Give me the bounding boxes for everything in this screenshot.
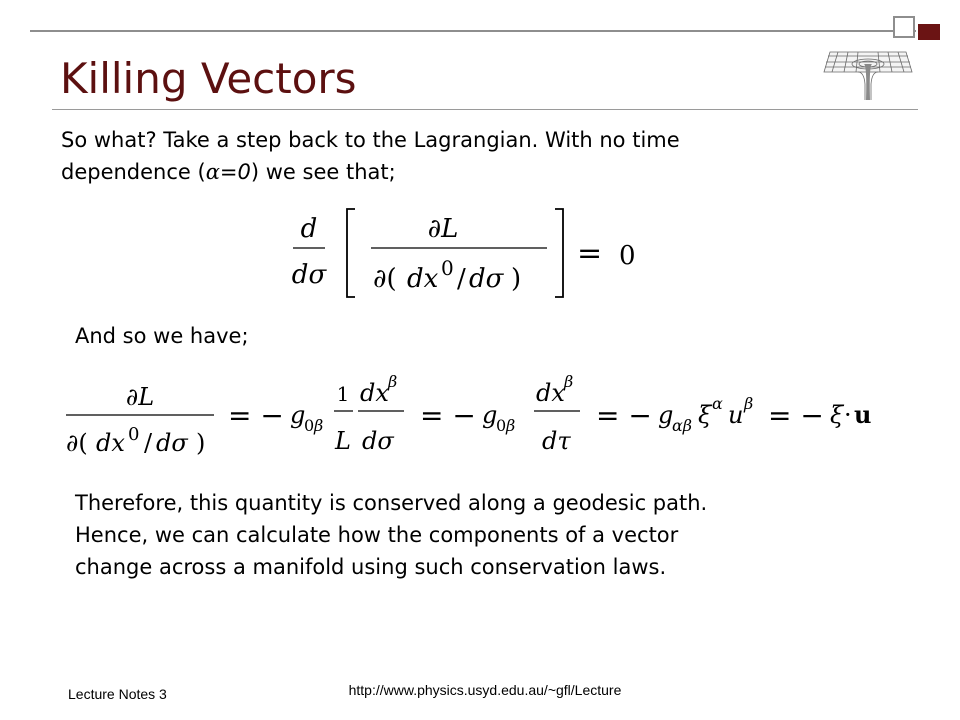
svg-text:dσ: dσ: [362, 427, 394, 455]
svg-text:0: 0: [304, 416, 315, 435]
svg-text:u: u: [854, 400, 872, 429]
svg-text:β: β: [314, 416, 324, 435]
svg-text:ξ: ξ: [830, 401, 844, 429]
svg-text:dx: dx: [360, 379, 389, 407]
svg-text:1: 1: [336, 382, 350, 406]
svg-text:0: 0: [128, 424, 140, 445]
intro-paragraph: [61, 124, 881, 188]
svg-text:= −: = −: [420, 399, 476, 432]
header-rule: [30, 30, 916, 32]
intro-line-2-suffix: ) we see that;: [250, 160, 396, 184]
svg-text:=: =: [577, 236, 603, 271]
header-square-filled: [918, 24, 940, 40]
footer-url: http://www.physics.usyd.edu.au/~gfl/Lecture: [348, 682, 622, 698]
svg-text:/: /: [457, 264, 466, 294]
svg-text:= −: = −: [768, 399, 824, 432]
conserved-quantity-equation: [62, 365, 912, 465]
slide-title: Killing Vectors: [60, 54, 357, 103]
svg-text:∂(: ∂(: [373, 264, 397, 294]
conclusion-line-2: Hence, we can calculate how the components of a vector: [75, 523, 679, 547]
svg-text:g: g: [658, 401, 674, 429]
svg-text:dσ: dσ: [156, 429, 188, 457]
svg-text:∂L: ∂L: [427, 214, 459, 244]
and-so-paragraph: And so we have;: [75, 324, 249, 348]
svg-text:∂L: ∂L: [125, 383, 155, 411]
svg-text:·: ·: [844, 401, 852, 429]
equation1-rhs: 0: [619, 241, 636, 271]
conclusion-line-3: change across a manifold using such conservation laws.: [75, 555, 667, 579]
svg-text:g: g: [482, 401, 498, 429]
spacetime-funnel-icon: [818, 44, 918, 102]
svg-text:∂(: ∂(: [66, 429, 88, 457]
intro-line-2-prefix: dependence (: [61, 160, 206, 184]
svg-text:d: d: [300, 214, 318, 244]
svg-text:β: β: [564, 372, 574, 391]
svg-text:dx: dx: [536, 379, 565, 407]
svg-text:0: 0: [496, 416, 507, 435]
svg-text:L: L: [335, 427, 351, 455]
svg-text:β: β: [744, 394, 754, 413]
alpha-symbol: α: [205, 160, 220, 184]
footer-lecture-label: Lecture Notes 3: [68, 686, 167, 702]
header-square-outline: [893, 16, 915, 38]
time-condition: =0: [219, 160, 251, 184]
svg-text:): ): [511, 264, 522, 294]
title-underline: [52, 109, 918, 110]
intro-line-1: So what? Take a step back to the Lagrangian. With no time: [61, 128, 680, 152]
svg-text:/: /: [144, 429, 153, 457]
svg-text:αβ: αβ: [672, 416, 693, 435]
conclusion-paragraph: [75, 487, 915, 583]
svg-text:g: g: [290, 401, 306, 429]
svg-text:): ): [196, 429, 206, 457]
svg-text:dx: dx: [96, 429, 125, 457]
svg-text:ξ: ξ: [698, 401, 712, 429]
conclusion-line-1: Therefore, this quantity is conserved along a geodesic path.: [75, 491, 708, 515]
svg-text:β: β: [506, 416, 516, 435]
svg-text:= −: = −: [596, 399, 652, 432]
svg-text:dx: dx: [407, 264, 439, 294]
svg-text:β: β: [388, 372, 398, 391]
svg-text:u: u: [728, 401, 744, 429]
svg-text:dτ: dτ: [542, 427, 571, 455]
svg-text:0: 0: [441, 256, 454, 280]
euler-lagrange-equation: [285, 203, 655, 303]
svg-text:= −: = −: [228, 399, 284, 432]
svg-text:α: α: [712, 394, 723, 413]
svg-text:dσ: dσ: [291, 260, 327, 290]
svg-text:dσ: dσ: [469, 264, 504, 294]
